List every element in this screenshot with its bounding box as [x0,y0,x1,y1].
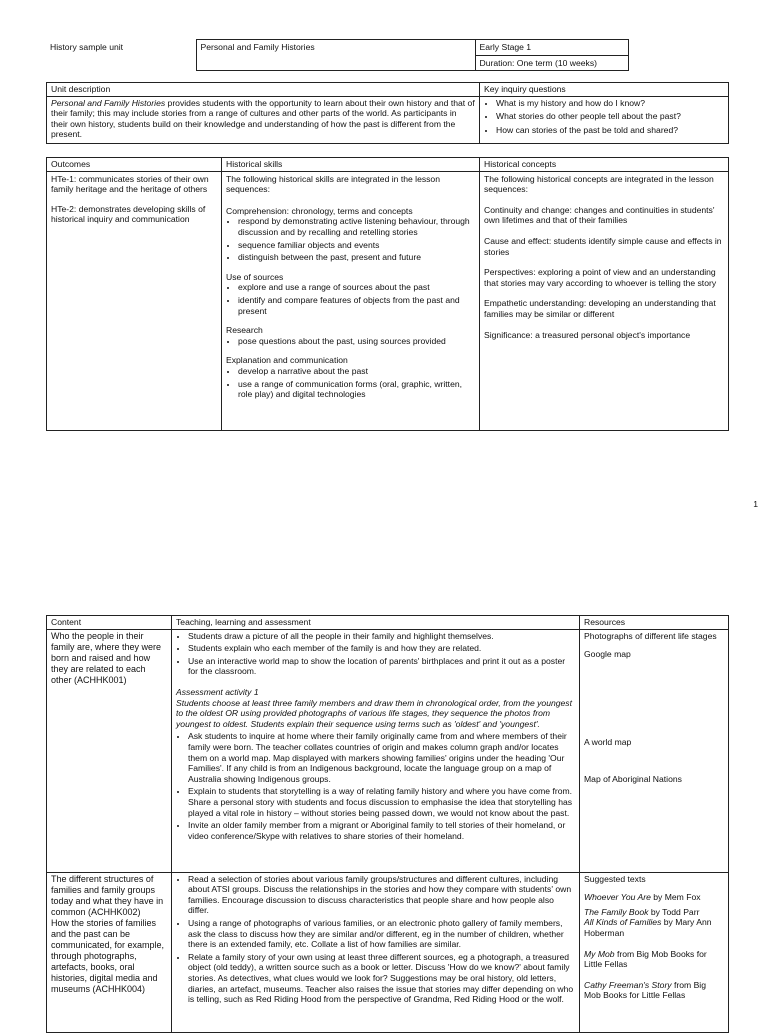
resource-title: Whoever You Are [584,892,651,903]
key-inquiry-item: • How can stories of the past be told and shared? [496,125,724,136]
unit-description-rest: provides students with the opportunity to learn about their own history and that of their family; this may include stories from a range of cultures and other parts of the world. As participants in their own history, students build on their knowledge and understanding of how the past is different from the present. [51,97,475,140]
skill-item: • distinguish between the past, present and future [238,252,475,263]
concepts-intro: The following historical concepts are integrated in the lesson sequences: [484,173,714,195]
skill-item: • develop a narrative about the past [238,366,475,377]
concepts-header [480,158,729,172]
teaching-item: • Students explain who each member of the family is and how they are related. [188,643,575,654]
resource-item: Map of Aboriginal Nations [584,774,682,785]
unit-description-header [47,83,480,97]
skills-header [222,158,480,172]
outcomes-table [46,157,729,431]
teaching-item: • Read a selection of stories about various family groups/structures and different cultures, including about ATSI groups. Discuss the relationships in the stories and how they compare with students' own families. Encourage discussion to discuss characteristics that people share and how people also differ. [188,874,575,916]
resource-title: Cathy Freeman's Story [584,979,672,990]
content-text: The different structures of families and family groups today and what they have in common (ACHHK002) [51,873,164,917]
resources-header [580,616,729,630]
teaching-item: • Invite an older family member from a migrant or Aboriginal family to tell stories of their homeland, or video conference/Skype with relatives to share stories of their homeland. [188,820,575,841]
content-header-text: Content [51,617,82,627]
concept-item: Empathetic understanding: developing an understanding that families may be similar or different [484,298,716,319]
skill-item: • pose questions about the past, using sources provided [238,336,475,347]
teaching-list [176,874,575,1005]
skill-item: • explore and use a range of sources about the past [238,282,475,293]
unit-description-text [51,98,475,140]
skills-list [226,336,475,347]
outcomes-body [47,171,222,430]
skills-section-title: Explanation and communication [226,355,348,366]
skill-item: • use a range of communication forms (oral, graphic, written, role play) and digital technologies [238,379,475,400]
resource-text [584,892,724,903]
unit-description-header-text: Unit description [51,84,111,94]
resource-author: from Big Mob Books for Little Fellas [584,948,707,970]
concept-item: Continuity and change: changes and continuities in students' own lifetimes and that of their families [484,204,715,226]
skills-header-text: Historical skills [226,159,283,169]
unit-title [196,40,475,71]
teaching-list [176,631,575,677]
teaching-item: • Relate a family story of your own using at least three different sources, eg a photograph, a treasured object (old teddy), a written source such as a book or letter. Discuss 'How do we know?' about family stories. As detectives, what clues would we look for? Suggestions may be oral history, old letters, diaries, an artefact, museums. Teacher also raises the issue that stories may differ depending on who is telling, such as Red Riding Hood from the perspective of Grandma, Red Riding Hood or the wolf. [188,952,575,1005]
key-inquiry-item: • What is my history and how do I know? [496,98,724,109]
key-inquiry-body [480,96,729,143]
teaching-item: • Using a range of photographs of various families, or an electronic photo gallery of family members, ask the class to discuss how they are similar and/or different, eg in the number of children, whether there is an extended family, etc. Collate a list of how families are similar. [188,918,575,950]
resources-cell [580,629,729,872]
skill-item: • respond by demonstrating active listening behaviour, through discussion and by recalling and retelling stories [238,216,475,237]
skills-section-title: Use of sources [226,271,284,282]
concept-item: Perspectives: exploring a point of view and an understanding that stories may vary according to whoever is telling the story [484,267,717,288]
skills-section-title: Research [226,325,263,336]
skill-item: • identify and compare features of objects from the past and present [238,295,475,316]
page-number: 1 [753,499,758,509]
resource-author: by Todd Parr [648,906,700,917]
content-cell [47,872,172,1032]
content-text: Who the people in their family are, where they were born and raised and how they are related to each other (ACHHK001) [51,630,162,685]
teaching-item: • Students draw a picture of all the people in their family and highlight themselves. [188,631,575,642]
concept-item: Cause and effect: students identify simple cause and effects in stories [484,235,722,257]
resource-title: All Kinds of Families [584,917,662,928]
skills-intro: The following historical skills are integrated in the lesson sequences: [226,173,440,195]
resource-item: A world map [584,736,632,747]
skills-list [226,216,475,262]
duration-cell [475,55,628,71]
resource-item: Photographs of different life stages [584,630,717,641]
key-inquiry-header-text: Key inquiry questions [484,84,566,94]
resource-title: My Mob [584,948,615,959]
resource-text [584,907,724,918]
stage-cell [475,40,628,56]
resource-text [584,917,724,938]
key-inquiry-header [480,83,729,97]
skills-body [222,171,480,430]
skills-list [226,282,475,316]
teaching-cell [172,629,580,872]
teaching-item: • Ask students to inquire at home where their family originally came from and where members of their family were born. The teacher collates countries of origin and makes column graph and/or locates them on a world map. Map displayed with markers showing families' origins under the heading 'Our Families'. If any child is from an Indigenous background, locate the language group on a map of Australia showing Indigenous groups. [188,731,575,784]
outcome-item: HTe-2: demonstrates developing skills of historical inquiry and communication [51,203,206,225]
resource-text [584,949,724,970]
resource-header: Suggested texts [584,873,646,884]
concepts-body [480,171,729,430]
unit-label [46,40,196,71]
key-inquiry-list [484,98,724,136]
assessment-title: Assessment activity 1 [176,686,259,697]
concept-item: Significance: a treasured personal object's importance [484,329,691,340]
resource-author: by Mem Fox [650,892,701,903]
resource-item: Google map [584,649,631,660]
key-inquiry-item: • What stories do other people tell about the past? [496,111,724,122]
unit-description-title: Personal and Family Histories [51,97,166,108]
outcome-item: HTe-1: communicates stories of their own family heritage and the heritage of others [51,173,209,195]
content-text: How the stories of families and the past can be communicated, for example, through photographs, artefacts, books, oral histories, digital media and museums (ACHHK004) [51,917,165,994]
teaching-item: • Explain to students that storytelling is a way of relating family history and where you have come from. Share a personal story with students and focus discussion to emphasise the idea that storytelling has played a vital role in history – without stories being passed down, we would not know about the past. [188,786,575,818]
skills-section-title: Comprehension: chronology, terms and concepts [226,205,413,216]
resources-cell [580,872,729,1032]
duration-text: Duration: One term (10 weeks) [479,57,597,68]
content-table [46,615,729,1033]
teaching-header-text: Teaching, learning and assessment [176,617,311,627]
resource-author: by Mary Ann Hoberman [584,917,712,938]
content-header [47,616,172,630]
unit-description-body [47,96,480,143]
concepts-header-text: Historical concepts [484,159,557,169]
resources-header-text: Resources [584,617,626,627]
unit-description-table [46,82,729,144]
stage-text: Early Stage 1 [479,42,532,52]
teaching-item: • Use an interactive world map to show the location of parents' birthplaces and print it out as a poster for the classroom. [188,656,575,677]
resource-author: from Big Mob Books for Little Fellas [584,979,706,1001]
unit-label-text: History sample unit [50,41,124,52]
unit-title-text: Personal and Family Histories [200,42,315,52]
teaching-header [172,616,580,630]
content-cell [47,629,172,872]
assessment-text: Students choose at least three family members and draw them in chronological order, from the youngest to the oldest OR using provided photographs of various life stages, they sequence the photos from youngest to oldest. Students explain their sequence using terms such as 'oldest' and 'youngest'. [176,697,572,729]
resource-text [584,980,724,1001]
unit-header-table [46,39,629,71]
resource-title: The Family Book [584,906,649,917]
outcomes-header [47,158,222,172]
skills-list [226,366,475,400]
teaching-cell [172,872,580,1032]
teaching-list [176,731,575,841]
skill-item: • sequence familiar objects and events [238,240,475,251]
outcomes-header-text: Outcomes [51,159,91,169]
